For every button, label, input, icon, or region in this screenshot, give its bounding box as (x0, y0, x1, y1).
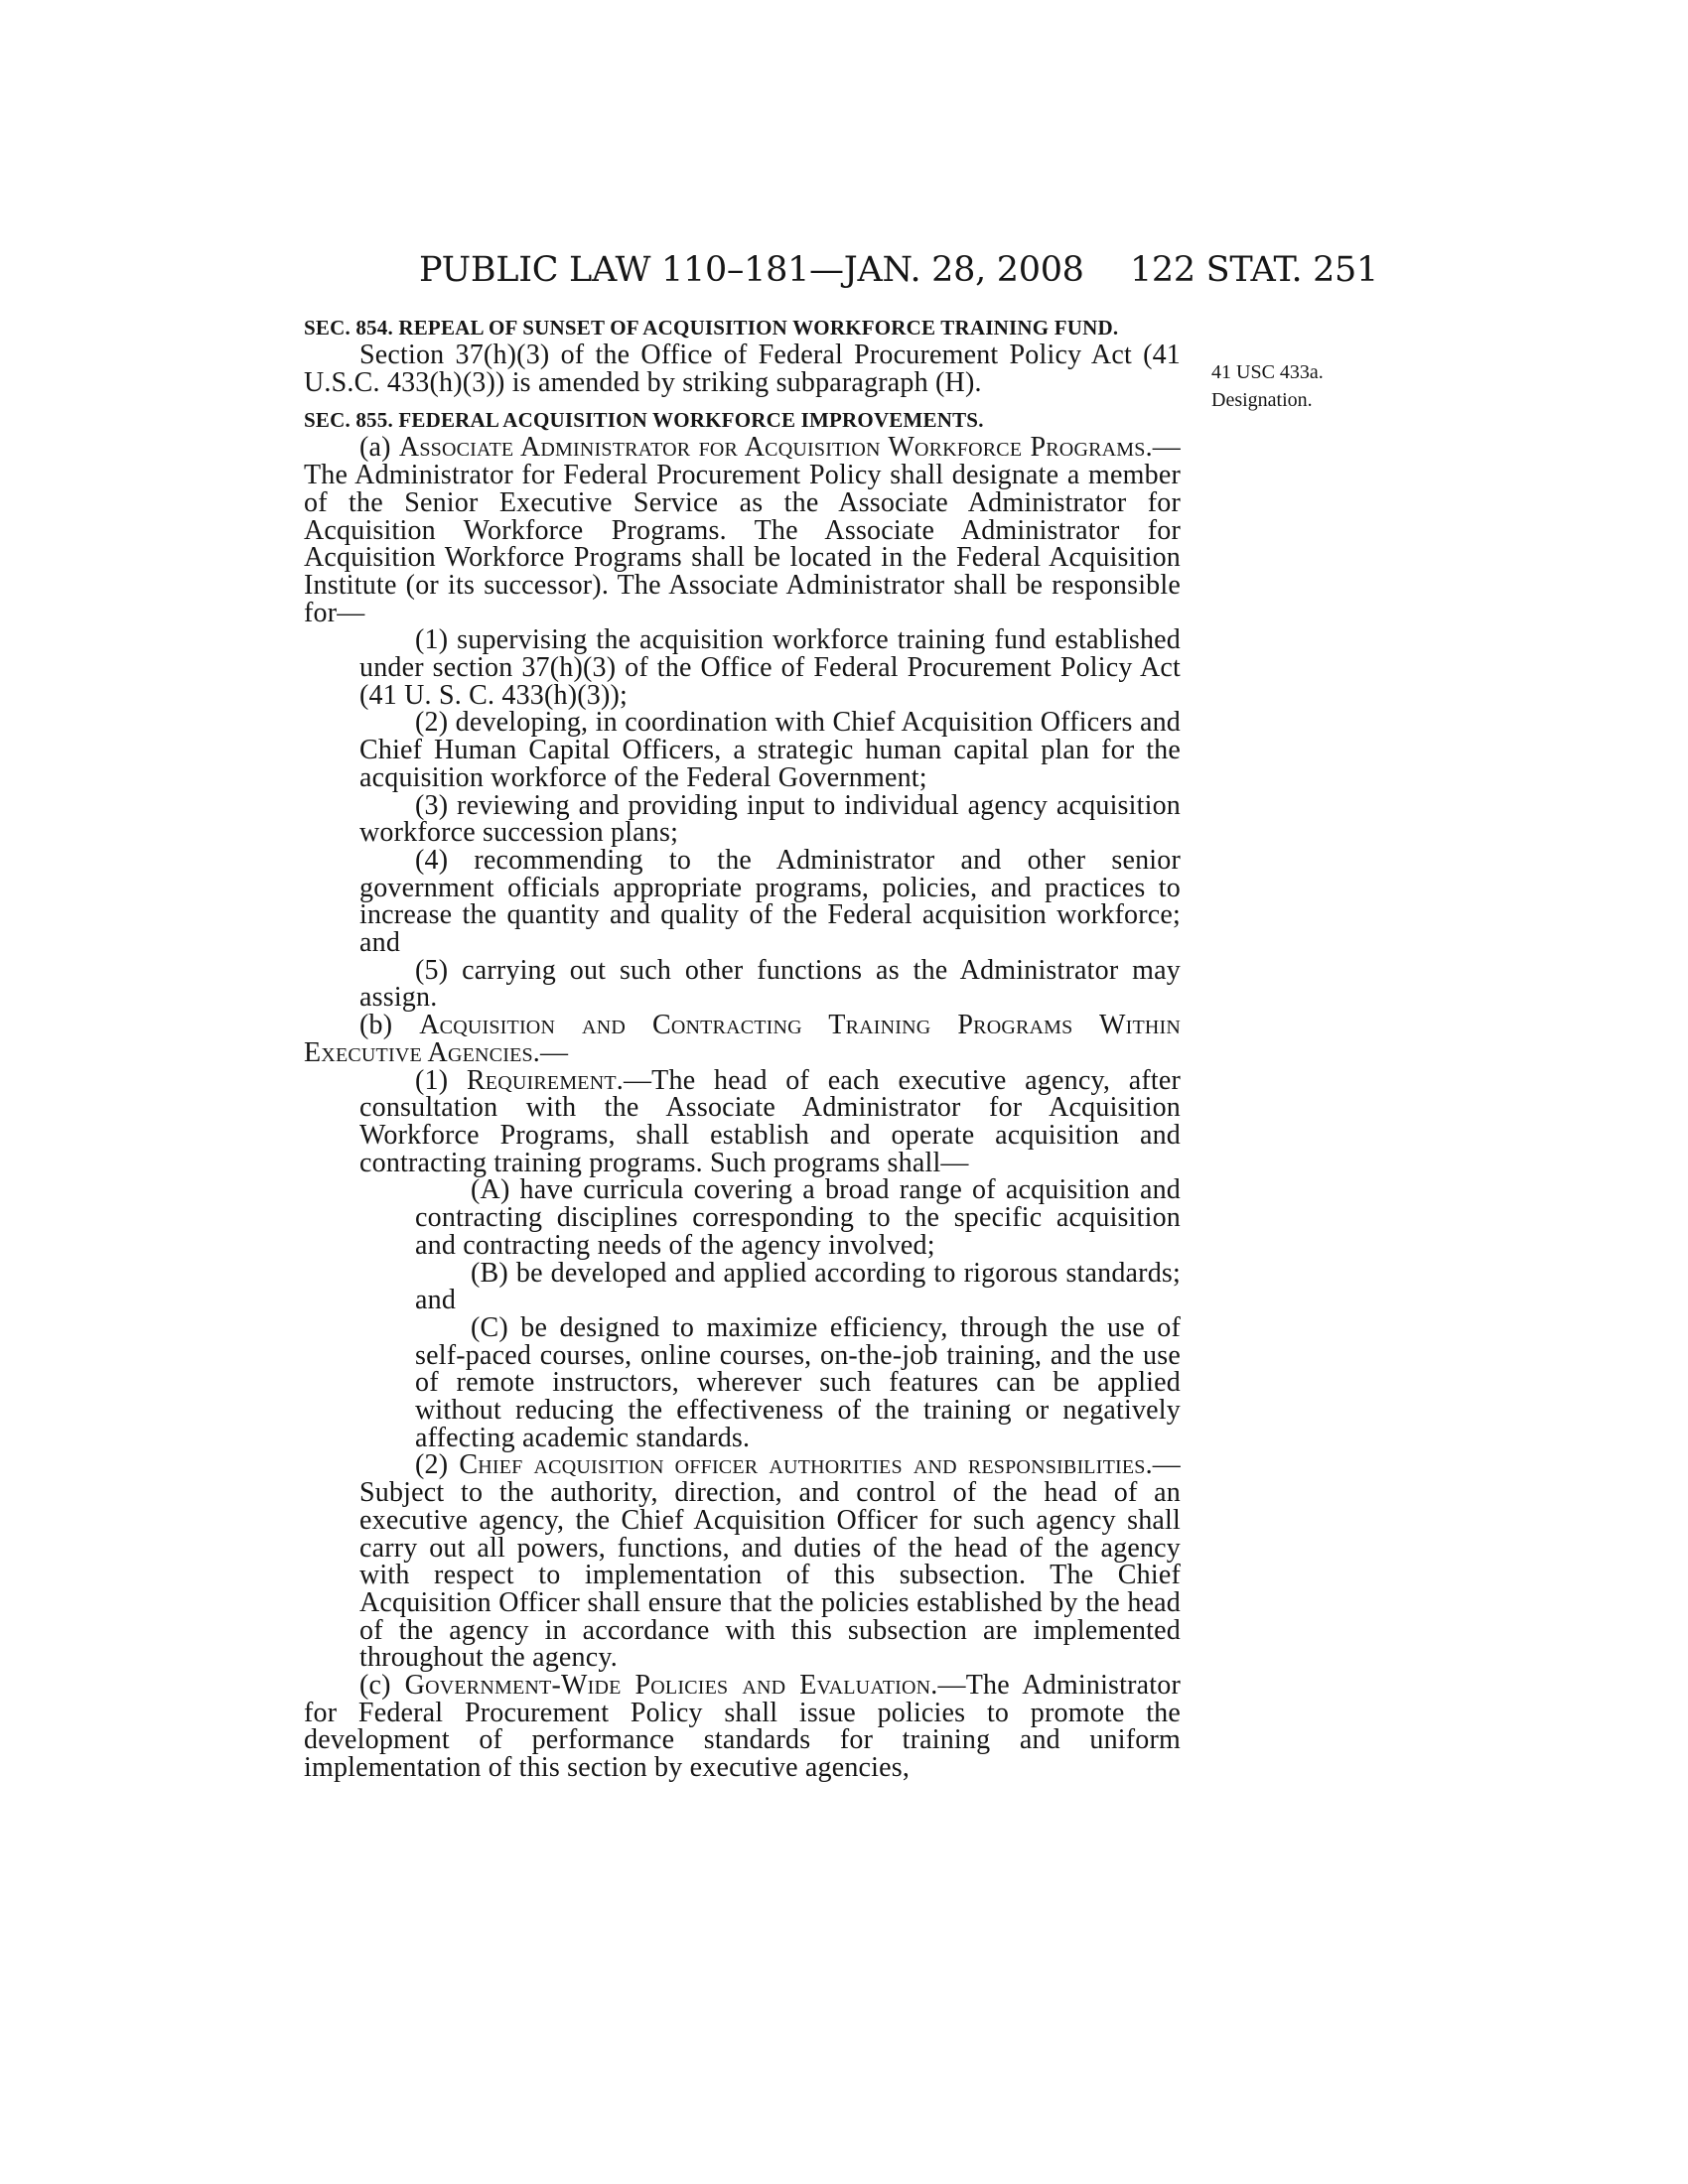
margin-note-designation: Designation. (1211, 389, 1313, 411)
subsection-a (304, 434, 1181, 626)
b-paragraph-2 (304, 1451, 1181, 1672)
a-item-2: (2) developing, in coordination with Chief Acquisition Officers and Chief Human Capital Officers, a strategic human capital plan for the acquisition workforce of the Federal Government; (359, 707, 1181, 793)
a-item-4: (4) recommending to the Administrator and other senior government officials appropriate programs, policies, and practices to increase the quantity and quality of the Federal acquisition workforce; and (359, 844, 1181, 959)
b1-label: (1) (415, 1064, 467, 1096)
subsection-a-title: Associate Administrator for Acquisition Workforce Programs. (398, 432, 1153, 464)
subsection-b-title: Acquisition and Contracting Training Programs Within Executive Agencies. (304, 1010, 1182, 1068)
subsection-c-title: Government-Wide Policies and Evaluation. (404, 1670, 938, 1702)
b-paragraph-1 (304, 1064, 1181, 1178)
b2-text: —Subject to the authority, direction, and control of the head of an executive agency, the Chief Acquisition Officer for such agency shall carry out all powers, functions, and duties of the head of the agency with respect to implementation of this subsection. The Chief Acquisition Officer shall ensure that the policies established by the head of the agency in accordance with this subsection are implemented throughout the agency. (359, 1449, 1181, 1674)
subsection-b-dash: — (540, 1036, 569, 1068)
running-header-title: PUBLIC LAW 110–181—JAN. 28, 2008 (419, 250, 1084, 290)
subsection-c-text: —The Administrator for Federal Procurement Policy shall issue policies to promote the development of performance standards for training and uniform implementation of this section by executive agencies, (304, 1670, 1181, 1784)
sec-854-body: Section 37(h)(3) of the Office of Federal Procurement Policy Act (41 U.S.C. 433(h)(3)) is amended by striking subparagraph (H). (304, 340, 1181, 398)
b1-subitem-B: (B) be developed and applied according to rigorous standards; and (415, 1257, 1181, 1316)
margin-note-usc: 41 USC 433a. (1211, 361, 1324, 383)
subsection-a-text: —The Administrator for Federal Procurement Policy shall designate a member of the Senior Executive Service as the Associate Administrator for Acquisition Workforce Programs. The Associate Administrator for Acquisition Workforce Programs shall be located in the Federal Acquisition Institute (or its successor). The Associate Administrator shall be responsible for— (304, 432, 1181, 628)
subsection-b-label: (b) (359, 1010, 420, 1041)
document-body (304, 314, 1181, 1782)
b2-label: (2) (415, 1449, 460, 1481)
b1-title: Requirement. (466, 1064, 624, 1096)
subsection-a-label: (a) (359, 432, 399, 464)
page-number-stat: 122 STAT. 251 (1129, 250, 1378, 290)
b1-subitem-C: (C) be designed to maximize efficiency, through the use of self-paced courses, online courses, on-the-job training, and the use of remote instructors, wherever such features can be applied without reducing the effectiveness of the training or negatively affecting academic standards. (415, 1311, 1181, 1453)
b1-subitem-A: (A) have curricula covering a broad range of acquisition and contracting disciplines corresponding to the specific acquisition and contracting needs of the agency involved; (415, 1174, 1181, 1261)
sec-855-heading: SEC. 855. FEDERAL ACQUISITION WORKFORCE IMPROVEMENTS. (304, 408, 984, 433)
a-item-1: (1) supervising the acquisition workforce training fund established under section 37(h)(3) of the Office of Federal Procurement Policy Act (41 U. S. C. 433(h)(3)); (359, 624, 1181, 711)
subsection-c-label: (c) (359, 1670, 405, 1702)
a-item-5: (5) carrying out such other functions as the Administrator may assign. (359, 954, 1181, 1014)
b1-text: —The head of each executive agency, after consultation with the Associate Administrator for Acquisition Workforce Programs, shall establish and operate acquisition and contracting training programs. Such programs shall— (359, 1064, 1181, 1178)
subsection-b (304, 1012, 1181, 1066)
sec-854-heading: SEC. 854. REPEAL OF SUNSET OF ACQUISITION WORKFORCE TRAINING FUND. (304, 316, 1119, 340)
subsection-c (304, 1672, 1181, 1782)
a-item-3: (3) reviewing and providing input to individual agency acquisition workforce succession plans; (359, 789, 1181, 849)
b2-title: Chief acquisition officer authorities and responsibilities. (459, 1449, 1153, 1481)
